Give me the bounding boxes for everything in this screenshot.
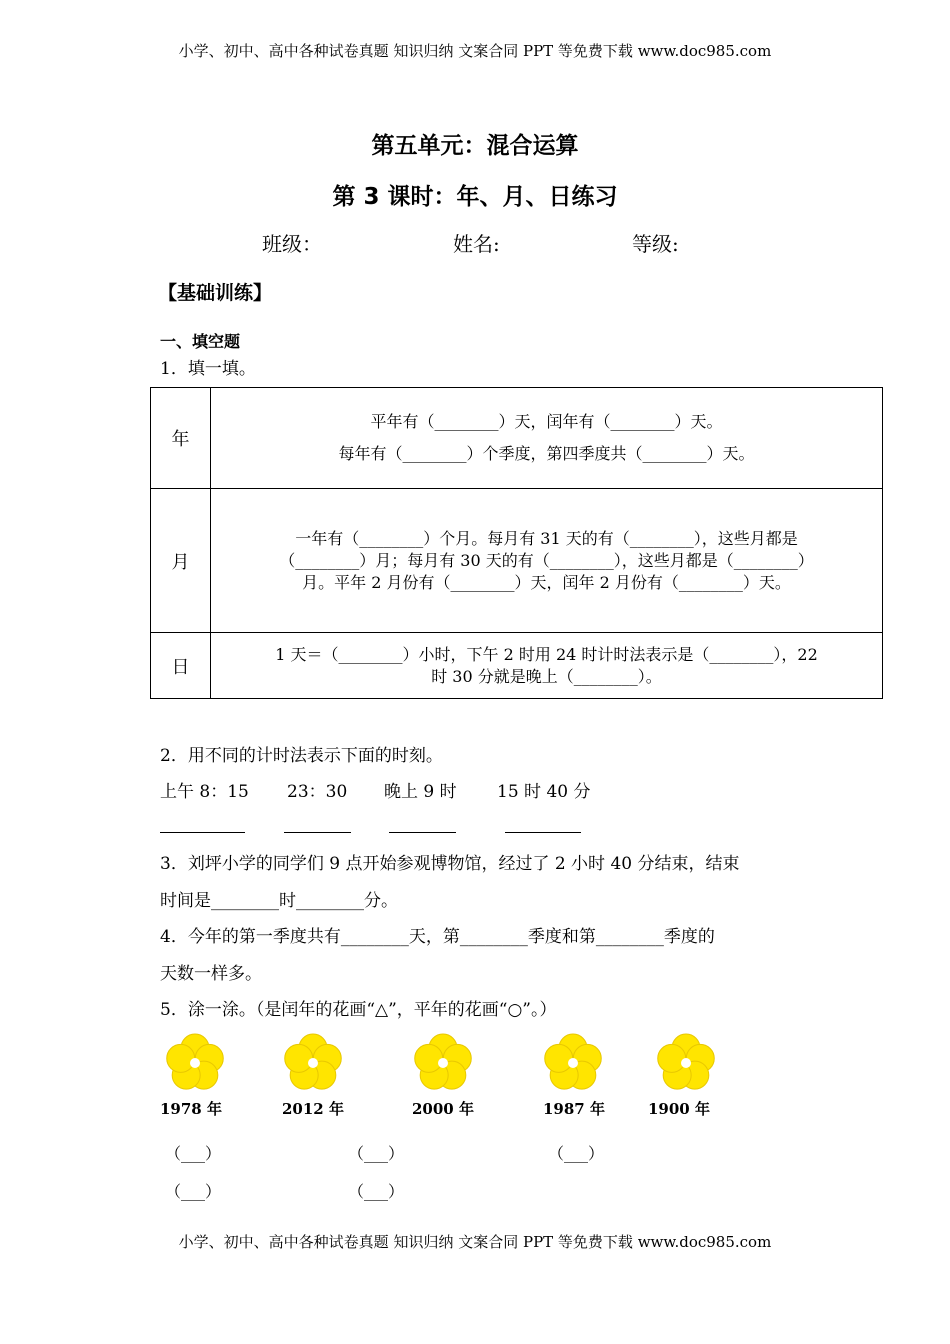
section-heading: 【基础训练】 <box>158 282 273 304</box>
row-label-month: 月 <box>151 489 211 633</box>
fill-table <box>150 387 883 699</box>
answer-paren[interactable]: （___） <box>348 1144 405 1163</box>
page-title: 第五单元：混合运算 <box>371 133 579 159</box>
name-label: 姓名: <box>453 232 500 256</box>
q2-time: 晚上 9 时 <box>384 782 457 802</box>
flower-icon[interactable] <box>540 1030 606 1096</box>
year-label: 2000 年 <box>412 1100 474 1118</box>
q2-time: 15 时 40 分 <box>497 782 591 802</box>
table-row <box>151 489 883 633</box>
content-line: 1 天＝（________）小时，下午 2 时用 24 时计时法表示是（________），22 <box>275 644 818 664</box>
content-line: 一年有（________）个月。每月有 31 天的有（________），这些月都是 <box>295 528 798 548</box>
q3-line: 时间是________时________分。 <box>160 891 398 911</box>
answer-paren[interactable]: （___） <box>165 1182 222 1201</box>
flower-petal <box>545 1044 573 1072</box>
answer-paren[interactable]: （___） <box>165 1144 222 1163</box>
q3-line: 3．刘坪小学的同学们 9 点开始参观博物馆，经过了 2 小时 40 分结束，结束 <box>160 854 740 874</box>
class-label: 班级： <box>262 232 322 256</box>
content-line: 每年有（________）个季度，第四季度共（________）天。 <box>338 444 755 463</box>
row-content-year <box>211 388 883 489</box>
year-label: 1987 年 <box>543 1100 605 1118</box>
flower-petal <box>167 1044 195 1072</box>
q2-prompt: 2．用不同的计时法表示下面的时刻。 <box>160 746 443 766</box>
q5-prompt: 5．涂一涂。（是闰年的花画“△”，平年的花画“○”。） <box>160 1000 557 1020</box>
content-line: 平年有（________）天，闰年有（________）天。 <box>370 412 723 431</box>
answer-blank-line[interactable] <box>389 832 456 833</box>
answer-paren[interactable]: （___） <box>348 1182 405 1201</box>
q2-time: 23：30 <box>287 782 348 802</box>
answer-paren[interactable]: （___） <box>548 1144 605 1163</box>
row-label-year: 年 <box>151 388 211 489</box>
table-row <box>151 388 883 489</box>
row-content-month <box>211 489 883 633</box>
row-label-day: 日 <box>151 633 211 699</box>
answer-blank-line[interactable] <box>505 832 581 833</box>
row-content-day <box>211 633 883 699</box>
q4-line: 天数一样多。 <box>160 964 262 984</box>
page-subtitle: 第 3 课时：年、月、日练习 <box>332 184 618 210</box>
flower-petal <box>658 1044 686 1072</box>
page-footer: 小学、初中、高中各种试卷真题 知识归纳 文案合同 PPT 等免费下载 www.doc985.com <box>178 1233 772 1251</box>
answer-blank-line[interactable] <box>284 832 351 833</box>
q1-prompt: 1．填一填。 <box>160 359 256 379</box>
flower-icon[interactable] <box>280 1030 346 1096</box>
flower-icon[interactable] <box>653 1030 719 1096</box>
content-line: （________）月；每月有 30 天的有（________），这些月都是（________） <box>279 550 814 570</box>
part-heading: 一、填空题 <box>160 332 241 351</box>
year-label: 1900 年 <box>648 1100 710 1118</box>
table-row <box>151 633 883 699</box>
content-line: 月。平年 2 月份有（________）天，闰年 2 月份有（________）天。 <box>302 572 791 592</box>
q4-line: 4．今年的第一季度共有________天，第________季度和第________季度的 <box>160 927 715 947</box>
flower-petal <box>285 1044 313 1072</box>
year-label: 1978 年 <box>160 1100 222 1118</box>
content-line: 时 30 分就是晚上（________）。 <box>431 666 662 686</box>
flower-icon[interactable] <box>410 1030 476 1096</box>
page-header: 小学、初中、高中各种试卷真题 知识归纳 文案合同 PPT 等免费下载 www.doc985.com <box>178 42 772 60</box>
year-label: 2012 年 <box>282 1100 344 1118</box>
flower-icon[interactable] <box>162 1030 228 1096</box>
q2-time: 上午 8：15 <box>160 782 249 802</box>
answer-blank-line[interactable] <box>160 832 245 833</box>
grade-label: 等级: <box>632 232 679 256</box>
flower-petal <box>415 1044 443 1072</box>
